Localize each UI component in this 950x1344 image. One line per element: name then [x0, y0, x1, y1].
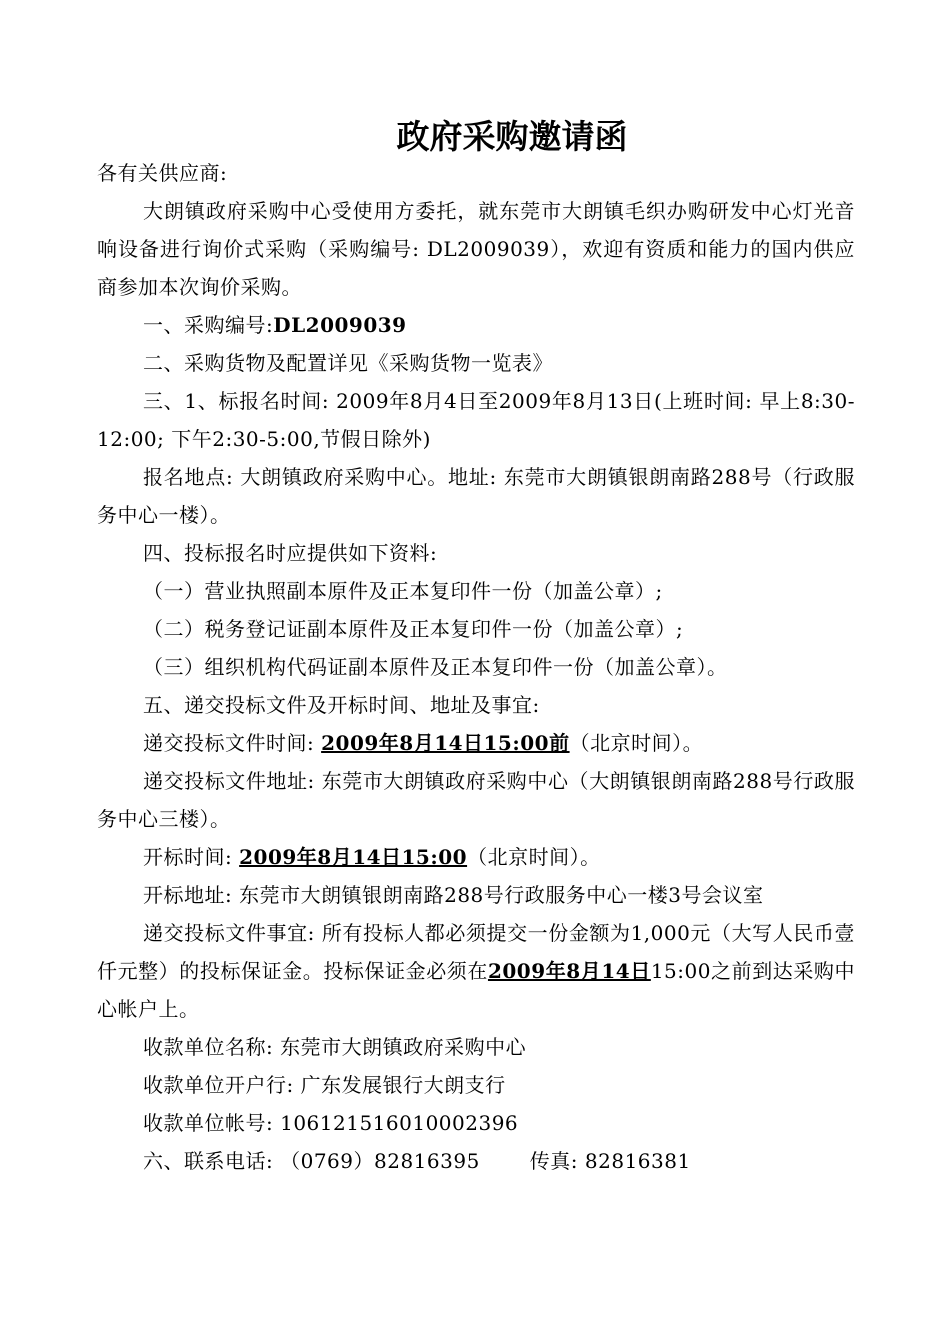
opening-time-label: 开标时间:	[143, 845, 240, 869]
contact-phone: 六、联系电话: （0769）82816395	[143, 1149, 480, 1173]
registration-place: 报名地点: 大朗镇政府采购中心。地址: 东莞市大朗镇银朗南路288号（行政服务中心一楼）。	[97, 465, 855, 527]
doc-business-license: （一）营业执照副本原件及正本复印件一份（加盖公章）;	[143, 579, 663, 603]
opening-time-value: 2009年8月14日15:00	[239, 845, 468, 869]
intro-paragraph: 大朗镇政府采购中心受使用方委托，就东莞市大朗镇毛织办购研发中心灯光音响设备进行询价式采购（采购编号: DL2009039），欢迎有资质和能力的国内供应商参加本次询价采购。	[97, 199, 855, 299]
contact-line	[97, 1142, 855, 1180]
item-required-documents: 四、投标报名时应提供如下资料:	[143, 541, 438, 565]
submit-time-label: 递交投标文件时间:	[143, 731, 322, 755]
contact-fax: 传真: 82816381	[529, 1149, 691, 1173]
submit-time-value: 2009年8月14日15:00前	[321, 731, 570, 755]
doc-tax-registration: （二）税务登记证副本原件及正本复印件一份（加盖公章）;	[143, 617, 684, 641]
item-registration-time: 三、1、标报名时间: 2009年8月4日至2009年8月13日(上班时间: 早上8:30-12:00; 下午2:30-5:00,节假日除外)	[97, 389, 855, 451]
deposit-paragraph	[97, 914, 855, 1028]
opening-time-suffix: （北京时间）。	[467, 845, 601, 869]
payee-name: 收款单位名称: 东莞市大朗镇政府采购中心	[143, 1035, 527, 1059]
opening-address: 开标地址: 东莞市大朗镇银朗南路288号行政服务中心一楼3号会议室	[143, 883, 764, 907]
document-body	[97, 154, 855, 1180]
payee-account: 收款单位帐号: 106121516010002396	[143, 1111, 519, 1135]
deposit-text-after: 15:00之前到达采购中心帐户上。	[97, 959, 855, 1021]
item-procurement-number-value: DL2009039	[273, 313, 407, 337]
deposit-text-before: 递交投标文件事宜: 所有投标人都必须提交一份金额为1,000元（大写人民币壹仟元整）的投标保证金。投标保证金必须在	[97, 921, 855, 983]
submit-time-suffix: （北京时间）。	[569, 731, 704, 755]
submit-address: 递交投标文件地址: 东莞市大朗镇政府采购中心（大朗镇银朗南路288号行政服务中心三楼）。	[97, 769, 855, 831]
item-submission-opening: 五、递交投标文件及开标时间、地址及事宜:	[143, 693, 540, 717]
document-title: 政府采购邀请函	[396, 117, 628, 156]
item-procurement-number	[97, 306, 855, 344]
salutation: 各有关供应商:	[97, 161, 228, 185]
doc-organization-code: （三）组织机构代码证副本原件及正本复印件一份（加盖公章）。	[143, 655, 728, 679]
submit-time	[97, 724, 855, 762]
item-procurement-number-label: 一、采购编号:	[143, 313, 274, 337]
payee-bank: 收款单位开户行: 广东发展银行大朗支行	[143, 1073, 506, 1097]
item-goods-list: 二、采购货物及配置详见《采购货物一览表》	[143, 351, 553, 375]
deposit-date: 2009年8月14日	[487, 959, 651, 983]
opening-time	[97, 838, 855, 876]
